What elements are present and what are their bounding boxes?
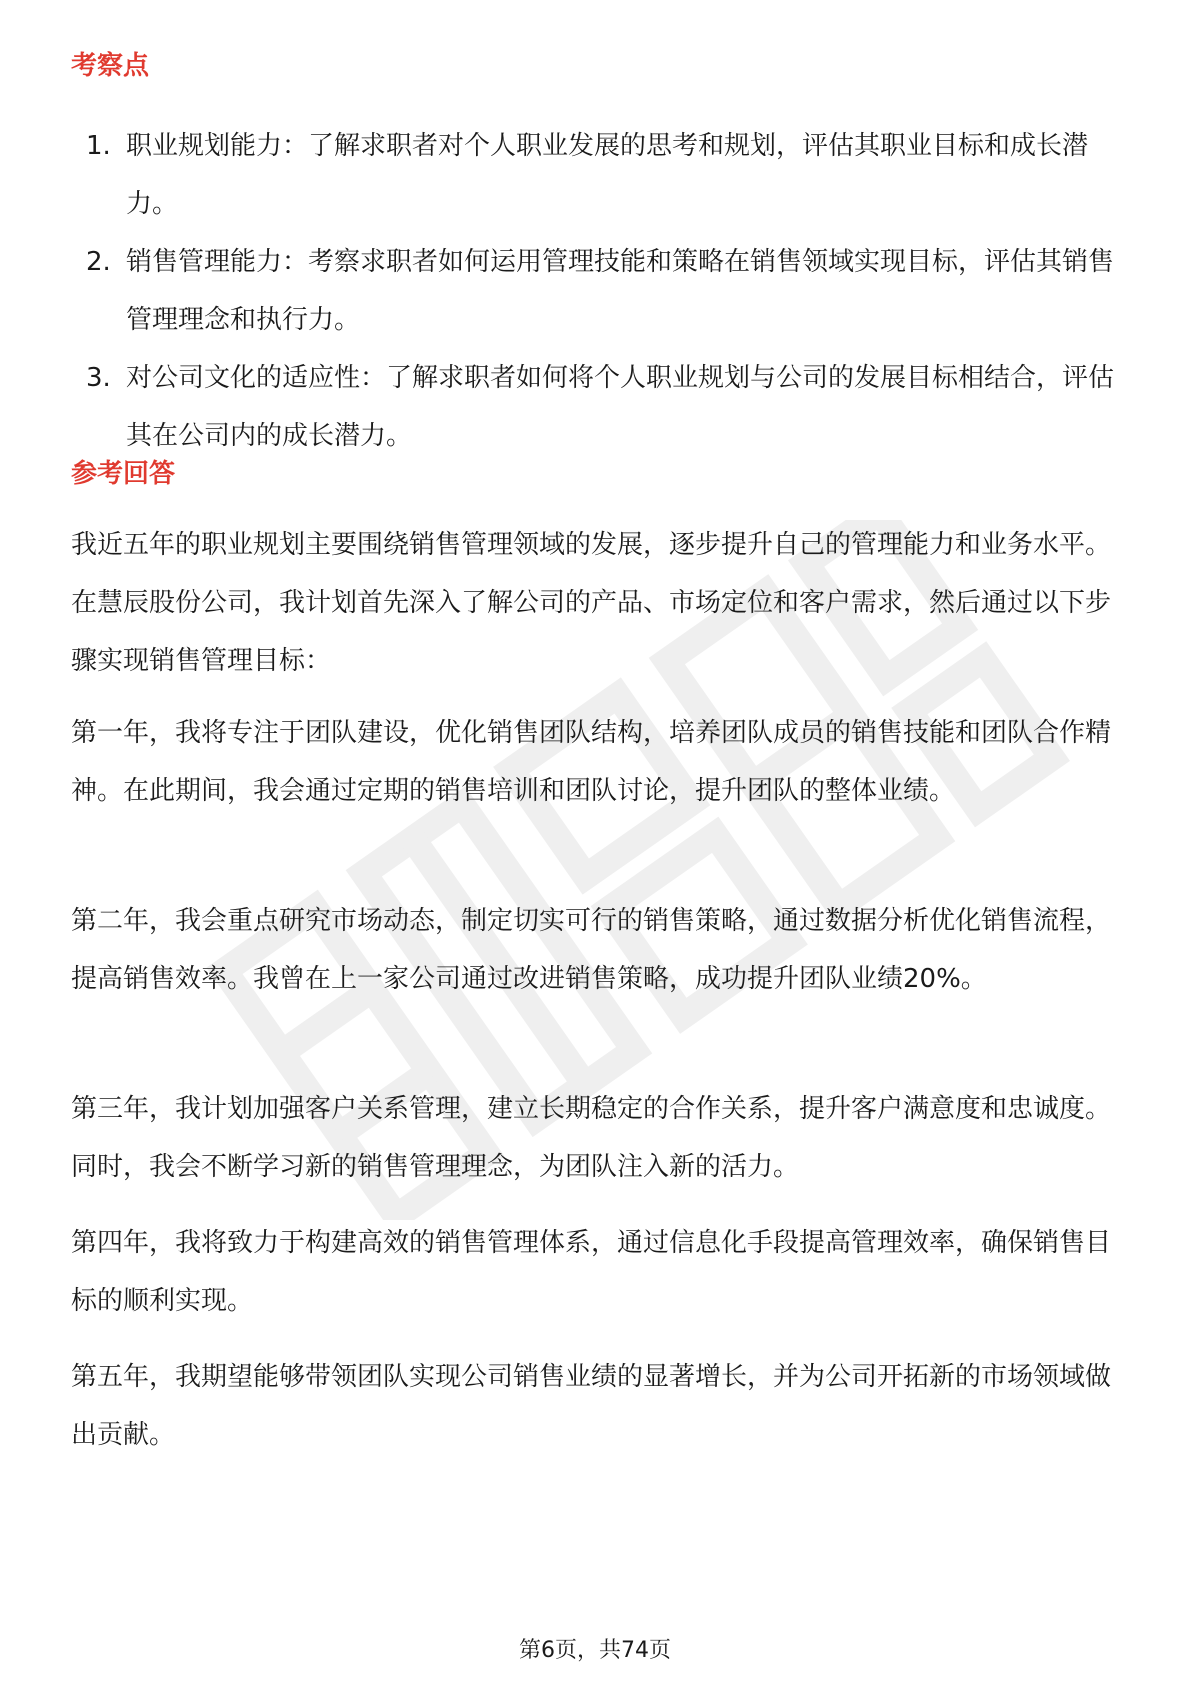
list-item (86, 117, 1126, 233)
answer-paragraph: 我近五年的职业规划主要围绕销售管理领域的发展，逐步提升自己的管理能力和业务水平。在慧辰股份公司，我计划首先深入了解公司的产品、市场定位和客户需求，然后通过以下步骤实现销售管理目标： (71, 530, 1112, 676)
list-number: 2. (86, 247, 111, 277)
section-title-key-points: 考察点 (71, 51, 150, 81)
page-number: 第6页，共74页 (519, 1638, 671, 1663)
list-text: 对公司文化的适应性：了解求职者如何将个人职业规划与公司的发展目标相结合，评估其在公司内的成长潜力。 (126, 363, 1115, 451)
answer-paragraph: 第五年，我期望能够带领团队实现公司销售业绩的显著增长，并为公司开拓新的市场领域做出贡献。 (71, 1362, 1112, 1450)
list-number: 1. (86, 131, 111, 161)
section-title-reference-answer: 参考回答 (71, 459, 176, 489)
answer-paragraph: 第三年，我计划加强客户关系管理，建立长期稳定的合作关系，提升客户满意度和忠诚度。同时，我会不断学习新的销售管理理念，为团队注入新的活力。 (71, 1094, 1112, 1182)
answer-paragraph: 第二年，我会重点研究市场动态，制定切实可行的销售策略，通过数据分析优化销售流程，提高销售效率。我曾在上一家公司通过改进销售策略，成功提升团队业绩20%。 (71, 906, 1112, 994)
answer-paragraph: 第一年，我将专注于团队建设，优化销售团队结构，培养团队成员的销售技能和团队合作精神。在此期间，我会通过定期的销售培训和团队讨论，提升团队的整体业绩。 (71, 718, 1112, 806)
list-item (86, 233, 1126, 349)
list-text: 销售管理能力：考察求职者如何运用管理技能和策略在销售领域实现目标，评估其销售管理理念和执行力。 (126, 247, 1115, 335)
list-number: 3. (86, 363, 111, 393)
answer-paragraph: 第四年，我将致力于构建高效的销售管理体系，通过信息化手段提高管理效率，确保销售目标的顺利实现。 (71, 1228, 1112, 1316)
list-item (86, 349, 1126, 465)
key-points-list (86, 117, 1126, 465)
list-text: 职业规划能力：了解求职者对个人职业发展的思考和规划，评估其职业目标和成长潜力。 (126, 131, 1089, 219)
